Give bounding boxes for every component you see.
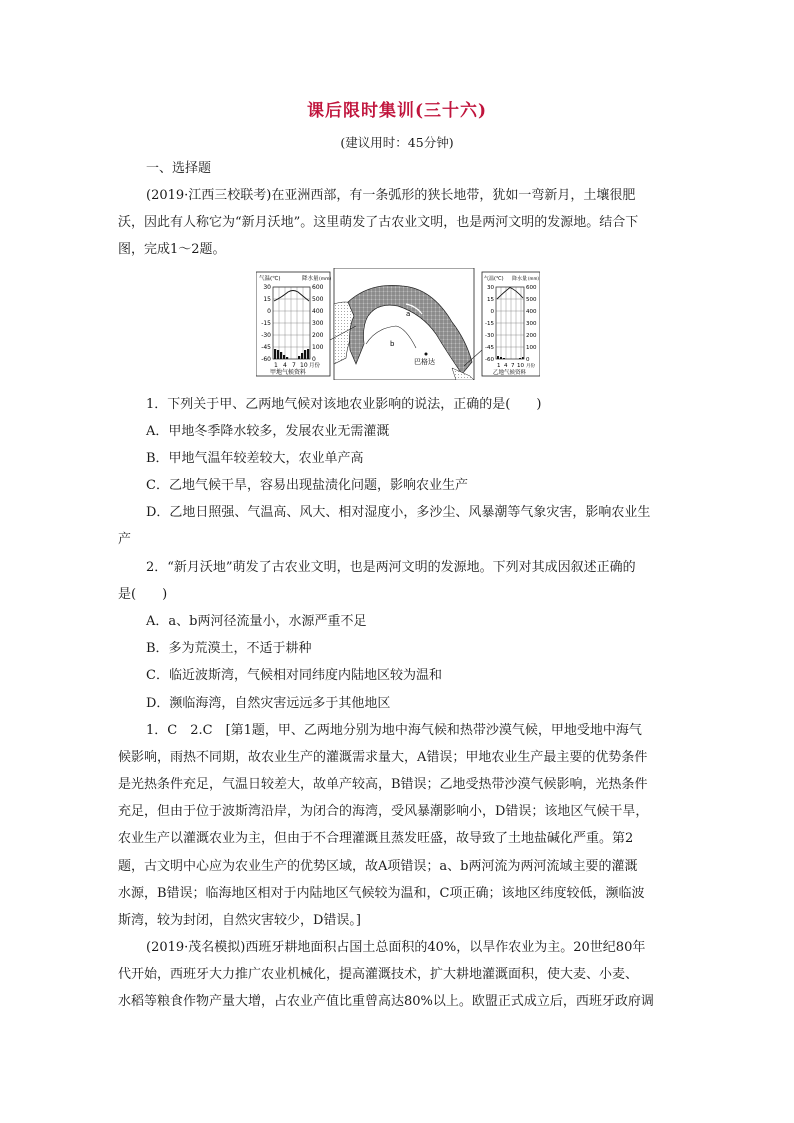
question-1-option-c: C．乙地气候干旱，容易出现盐渍化问题，影响农业生产 [146, 478, 468, 493]
figure-label: 10 [300, 362, 308, 369]
question-2-option-b: B．多为荒漠土，不适于耕种 [146, 641, 312, 656]
chart-left-temp-label: 气温(℃) [259, 276, 281, 282]
figure-label: 400 [312, 308, 324, 315]
figure-label: -30 [485, 333, 494, 339]
chart-right-precip-label: 降水量 [512, 276, 528, 282]
figure-label: 100 [312, 344, 324, 351]
figure-label: 10 [517, 363, 524, 369]
crescent-figure [256, 268, 540, 380]
figure-label: 1 [274, 362, 278, 369]
figure-label: 月份 [526, 364, 535, 369]
answer-line: 是光热条件充足，气温日较差大，故单产较高，B错误；乙地受热带沙漠气候影响，光热条件 [118, 777, 648, 792]
answer-line: 农业生产以灌溉农业为主，但由于不合理灌溉且蒸发旺盛，故导致了土地盐碱化严重。第2 [118, 831, 634, 846]
figure-label: 1 [497, 363, 501, 369]
figure-label: -30 [261, 332, 271, 339]
figure-label: -45 [485, 345, 494, 351]
figure-label: 0 [267, 308, 271, 315]
figure-label: -60 [261, 356, 271, 363]
figure-label: 100 [526, 345, 537, 351]
figure-label: 500 [526, 297, 537, 303]
figure-label: 600 [526, 285, 537, 291]
figure-label: 月份 [309, 363, 321, 369]
figure-label: 0 [312, 356, 316, 363]
answer-line: 水源，B错误；临海地区相对于内陆地区气候较为温和，C项正确；该地区纬度较低，濒临波 [118, 886, 645, 901]
answer-line: 1．C 2.C [第1题，甲、乙两地分别为地中海气候和热带沙漠气候，甲地受地中海气 [146, 723, 642, 738]
question-1-option-d-cont: 产 [118, 532, 132, 547]
question-2-option-c: C．临近波斯湾，气候相对同纬度内陆地区较为温和 [146, 668, 442, 683]
chart-left-precip-unit: (mm) [319, 277, 332, 282]
answer-line: 题，古文明中心应为农业生产的优势区域，故A项错误；a、b两河流为两河流域主要的灌溉 [118, 859, 638, 874]
question-1-stem: 1．下列关于甲、乙两地气候对该地农业影响的说法，正确的是( ) [146, 397, 542, 412]
figure-label: 4 [504, 363, 508, 369]
figure-label: 500 [312, 296, 324, 303]
figure-label: -60 [485, 357, 494, 363]
chart-right [482, 272, 540, 376]
figure-label: 30 [263, 284, 271, 291]
figure-label: 7 [292, 362, 296, 369]
passage-line: (2019·茂名模拟)西班牙耕地面积占国土总面积的40%，以旱作农业为主。20世纪80年 [146, 940, 646, 955]
question-2-option-a: A．a、b两河径流量小，水源严重不足 [146, 614, 367, 629]
city-label: 巴格达 [414, 358, 435, 366]
question-2-option-d: D．濒临海湾，自然灾害远远多于其他地区 [146, 696, 391, 711]
figure-label: 200 [312, 332, 324, 339]
figure-label: 0 [526, 357, 530, 363]
answer-line: 候影响，雨热不同期，故农业生产的灌溉需求量大，A错误；甲地农业生产最主要的优势条件 [118, 750, 648, 765]
figure-label: 4 [283, 362, 287, 369]
figure-label: -45 [261, 344, 271, 351]
passage-line: 水稻等粮食作物产量大增，占农业产值比重曾高达80%以上。欧盟正式成立后，西班牙政府调 [118, 994, 654, 1009]
chart-left-caption: 甲地气候资料 [270, 369, 307, 376]
passage-line: 代开始，西班牙大力推广农业机械化，提高灌溉技术，扩大耕地灌溉面积，使大麦、小麦、 [118, 967, 639, 982]
intro-line: (2019·江西三校联考)在亚洲西部，有一条弧形的狭长地带，犹如一弯新月，土壤很肥 [146, 188, 636, 203]
figure-label: 15 [487, 297, 494, 303]
figure-label: 15 [263, 296, 271, 303]
page-subtitle: (建议用时：45分钟) [340, 135, 454, 150]
chart-right-precip-unit: (mm) [528, 276, 539, 281]
chart-left [256, 272, 332, 376]
question-1-option-a: A．甲地冬季降水较多，发展农业无需灌溉 [146, 424, 390, 439]
chart-right-temp-label: 气温(℃) [484, 276, 504, 282]
figure-label: 400 [526, 309, 537, 315]
figure-label: 0 [490, 309, 494, 315]
answer-line: 充足，但由于位于波斯湾沿岸，为闭合的海湾，受风暴潮影响小，D错误；该地区气候干旱， [118, 804, 649, 819]
question-2-stem-cont: 是( ) [118, 587, 168, 602]
question-2-stem: 2．“新月沃地”萌发了古农业文明，也是两河文明的发源地。下列对其成因叙述正确的 [146, 560, 636, 575]
chart-right-caption: 乙地气候资料 [493, 370, 527, 376]
figure-label: -15 [485, 321, 494, 327]
page-title: 课后限时集训(三十六) [306, 101, 488, 121]
intro-line: 沃，因此有人称它为“新月沃地”。这里萌发了古农业文明，也是两河文明的发源地。结合下 [118, 215, 639, 230]
figure-label: -15 [261, 320, 271, 327]
figure-label: 200 [526, 333, 537, 339]
figure-label: 7 [511, 363, 515, 369]
answer-line: 斯湾，较为封闭，自然灾害较少，D错误。] [118, 913, 361, 928]
chart-left-precip-label: 降水量 [302, 276, 319, 282]
figure-label: 600 [312, 284, 324, 291]
river-label-b: b [390, 340, 395, 348]
intro-line: 图，完成1～2题。 [118, 242, 226, 257]
city-marker [425, 353, 428, 356]
figure-label: 30 [487, 285, 494, 291]
region-map [334, 268, 474, 380]
question-1-option-d: D．乙地日照强、气温高、风大、相对湿度小，多沙尘、风暴潮等气象灾害，影响农业生 [146, 505, 651, 520]
section-heading: 一、选择题 [146, 161, 212, 176]
question-1-option-b: B．甲地气温年较差较大，农业单产高 [146, 451, 364, 466]
figure-label: 300 [526, 321, 537, 327]
figure-label: 300 [312, 320, 324, 327]
river-label-a: a [406, 310, 411, 318]
